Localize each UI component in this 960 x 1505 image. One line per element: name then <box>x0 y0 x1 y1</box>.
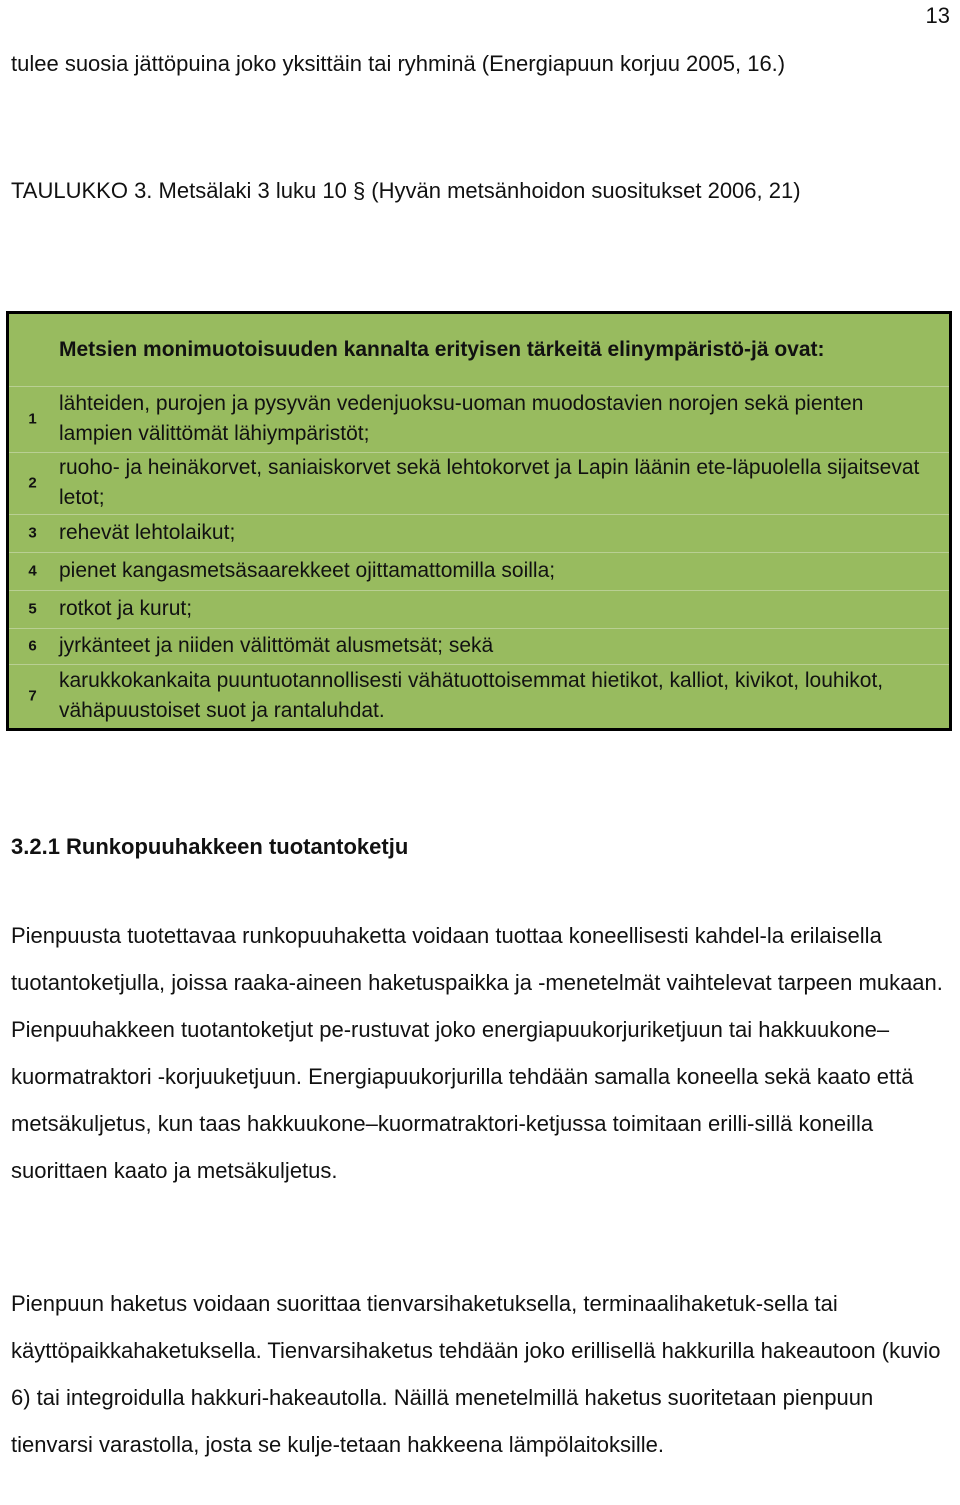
section-heading: 3.2.1 Runkopuuhakkeen tuotantoketju <box>11 834 409 859</box>
body-paragraph: Pienpuusta tuotettavaa runkopuuhaketta voidaan tuottaa koneellisesti kahdel-la erilaisella tuotantoketjulla, joissa raaka-aineen haketuspaikka ja -menetelmät vaihtelevat tarpeen mukaan. Pienpuuhakkeen tuotantoketjut pe-rustuvat joko energiapuukorjuriketjuun tai hakkuukone–kuormatraktori -korjuuketjuun. Energiapuukorjurilla tehdään samalla koneella sekä kaato että metsäkuljetus, kun taas hakkuukone–kuormatraktori-ketjussa toimitaan erilli-sillä koneilla suorittaen kaato ja metsäkuljetus. <box>11 923 943 1183</box>
table-row <box>9 452 949 515</box>
table-row <box>9 386 949 453</box>
table-row <box>9 664 949 728</box>
row-number: 1 <box>28 410 37 428</box>
row-number: 3 <box>28 524 37 542</box>
table-row <box>9 514 949 553</box>
row-number: 5 <box>28 600 37 618</box>
row-text: rehevät lehtolaikut; <box>59 521 236 544</box>
row-text: karukkokankaita puuntuotannollisesti vähätuottoisemmat hietikot, kalliot, kivikot, louhikot, vähäpuustoiset suot ja rantaluhdat. <box>59 669 884 722</box>
table-header-text: Metsien monimuotoisuuden kannalta erityisen tärkeitä elinympäristö-jä ovat: <box>59 338 825 361</box>
row-number: 6 <box>28 637 37 655</box>
row-number: 7 <box>28 687 37 705</box>
row-text: ruoho- ja heinäkorvet, saniaiskorvet sekä lehtokorvet ja Lapin läänin ete-läpuolella sijaitsevat letot; <box>59 456 920 509</box>
page-number: 13 <box>925 3 950 28</box>
row-text: jyrkänteet ja niiden välittömät alusmetsät; sekä <box>59 634 494 657</box>
table-row <box>9 590 949 629</box>
row-text: pienet kangasmetsäsaarekkeet ojittamattomilla soilla; <box>59 559 556 582</box>
table-row <box>9 552 949 591</box>
body-paragraph: Pienpuun haketus voidaan suorittaa tienvarsihaketuksella, terminaalihaketuk-sella tai käyttöpaikkahaketuksella. Tienvarsihaketus tehdään joko erillisellä hakkurilla hakeautoon (kuvio 6) tai integroidulla hakkuri-hakeautolla. Näillä menetelmillä haketus suoritetaan pienpuun tienvarsi varastolla, josta se kulje-tetaan hakkeena lämpölaitoksille. <box>11 1291 941 1457</box>
table-row <box>9 628 949 665</box>
row-number: 4 <box>28 562 37 580</box>
intro-paragraph: tulee suosia jättöpuina joko yksittäin tai ryhminä (Energiapuun korjuu 2005, 16.) <box>11 51 786 76</box>
biodiversity-habitats-table <box>6 311 952 731</box>
table-header-row <box>9 314 949 387</box>
row-text: lähteiden, purojen ja pysyvän vedenjuoksu-uoman muodostavien norojen sekä pienten lampien välittömät lähiympäristöt; <box>59 392 864 445</box>
row-text: rotkot ja kurut; <box>59 597 193 620</box>
row-number: 2 <box>28 474 37 492</box>
table-caption: TAULUKKO 3. Metsälaki 3 luku 10 § (Hyvän metsänhoidon suositukset 2006, 21) <box>11 178 801 203</box>
